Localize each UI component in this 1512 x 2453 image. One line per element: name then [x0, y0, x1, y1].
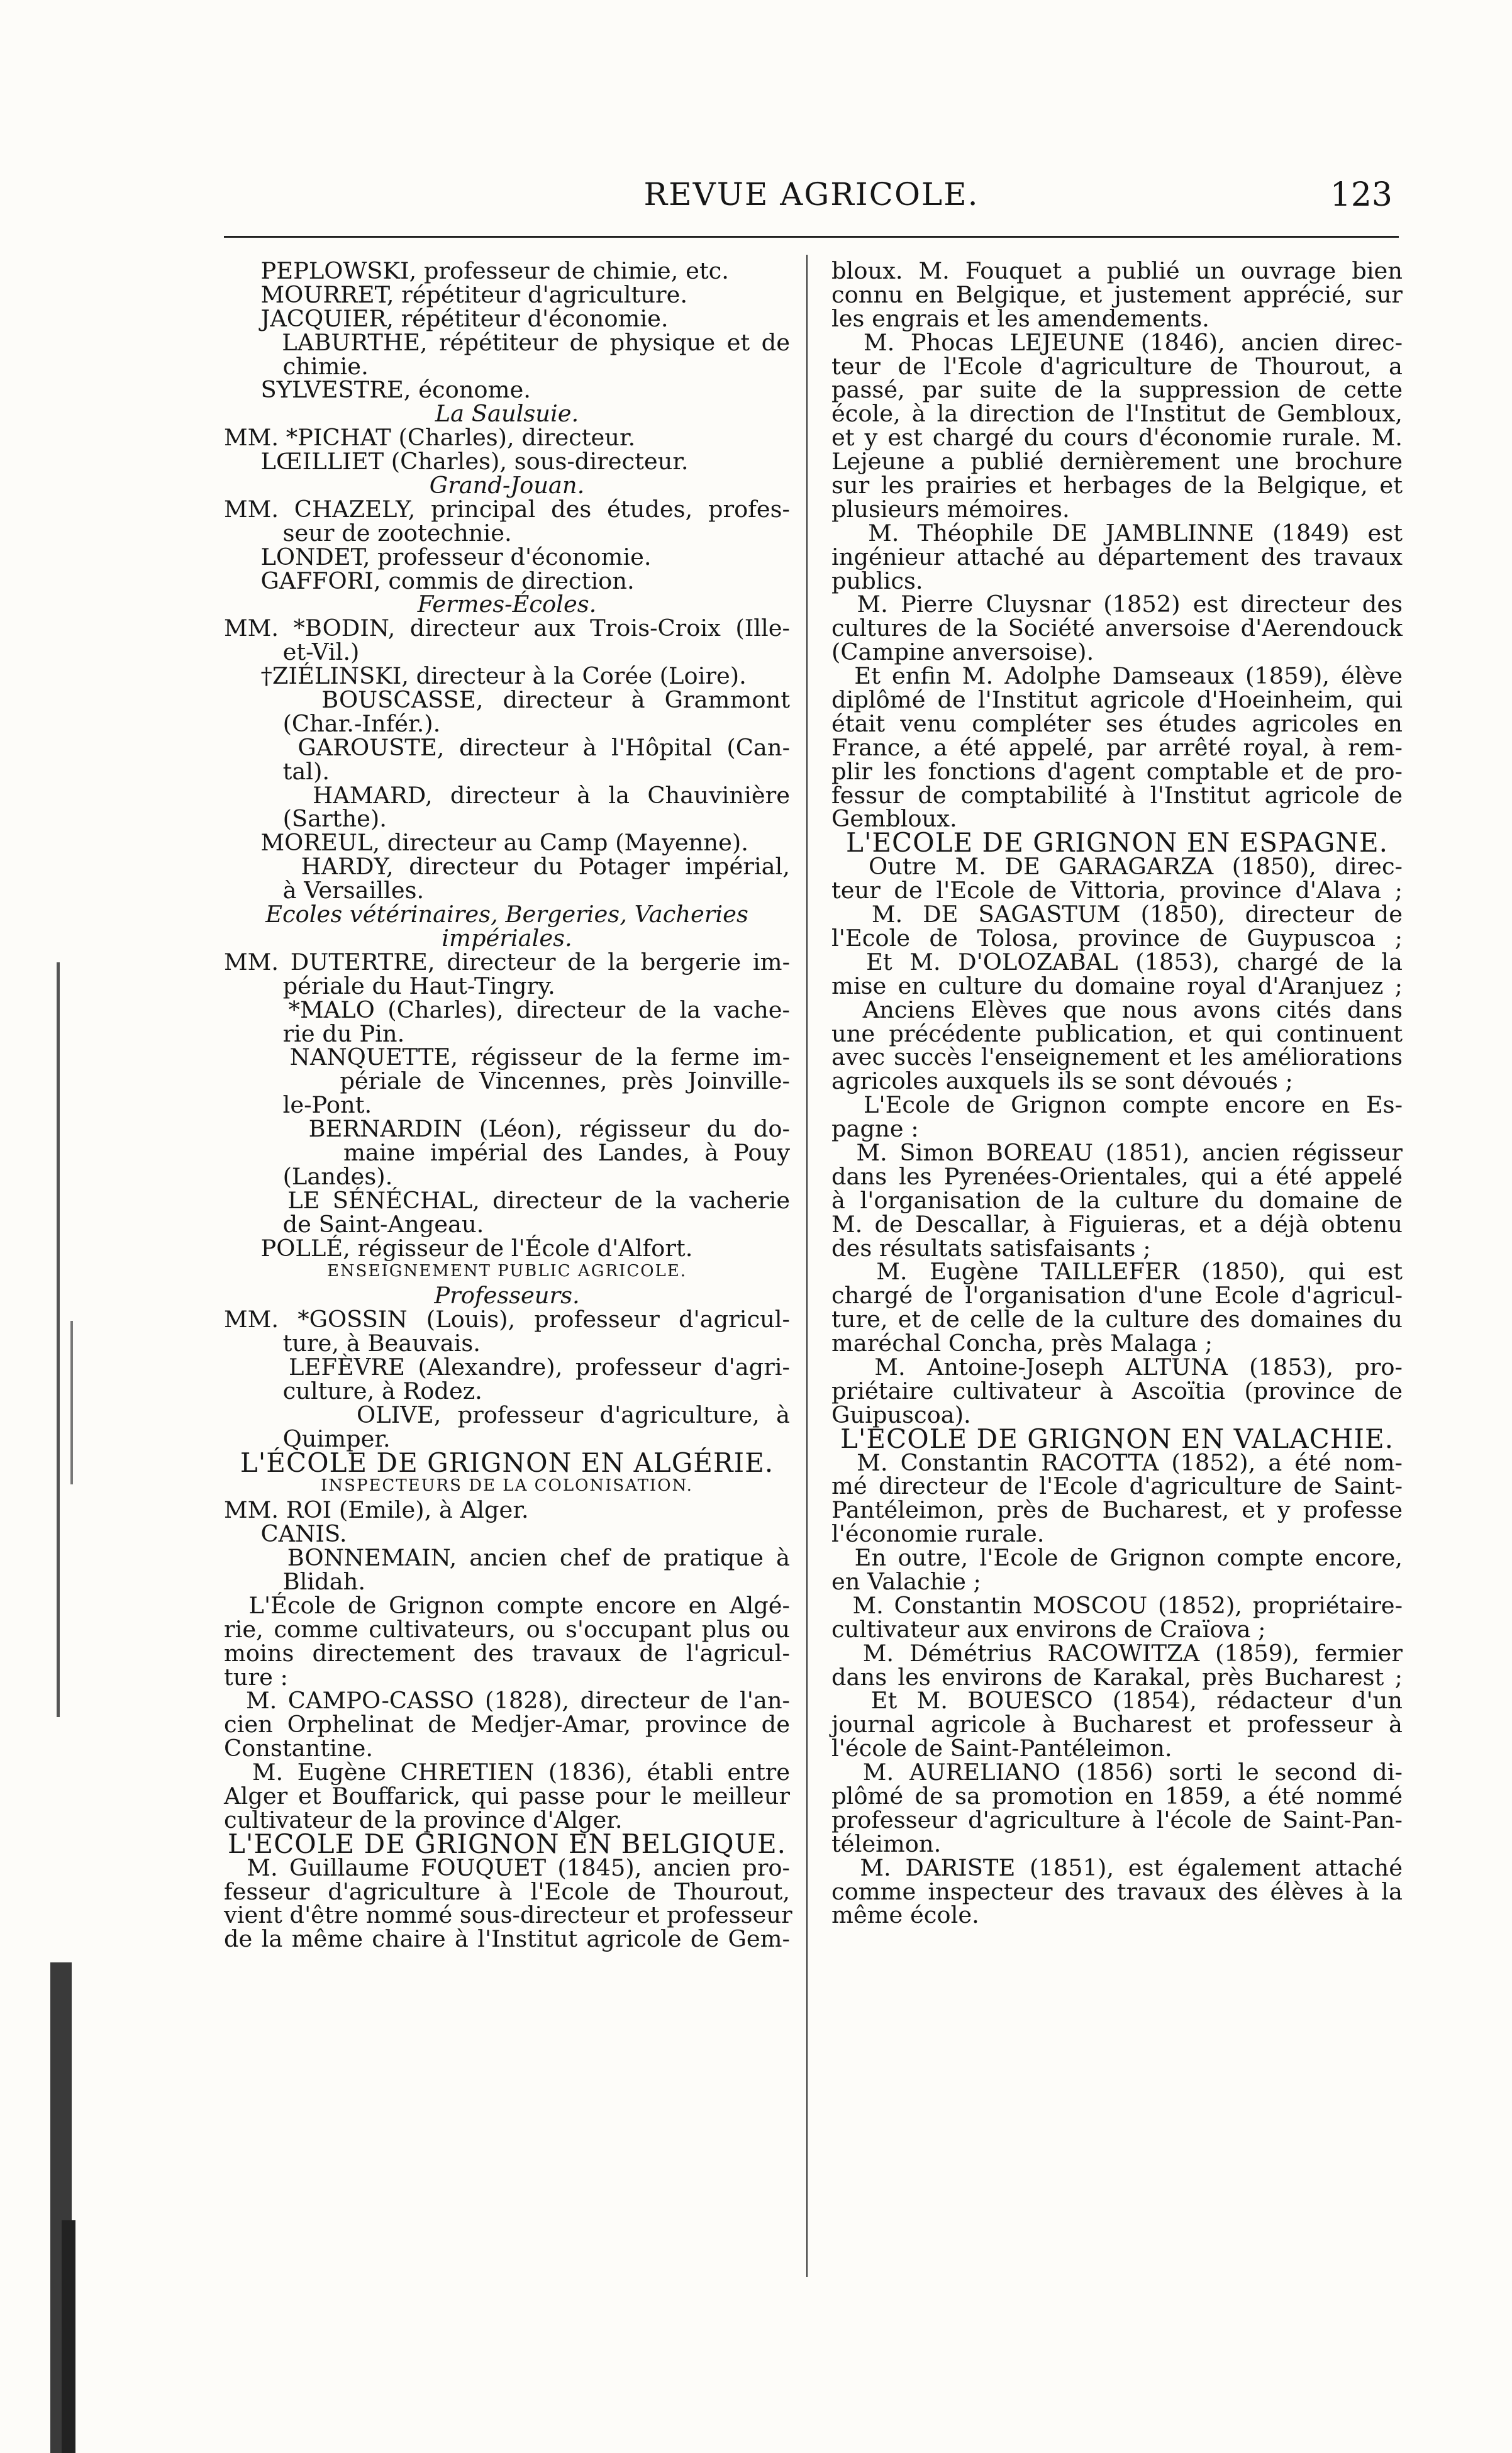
text-line: publics. [831, 567, 923, 594]
text-line: plir les fonctions d'agent comptable et de pro- [831, 757, 1403, 785]
text-line: MM. DUTERTRE, directeur de la bergerie im- [224, 948, 790, 976]
section-heading: L'ECOLE DE GRIGNON EN ESPAGNE. [845, 827, 1389, 859]
text-line: Et M. D'OLOZABAL (1853), chargé de la [831, 948, 1403, 976]
binding-edge [31, 157, 107, 2296]
page-number: 123 [1330, 176, 1392, 214]
text-line: M. Antoine-Joseph ALTUNA (1853), pro- [831, 1353, 1403, 1381]
text-line: M. DE SAGASTUM (1850), directeur de [831, 901, 1403, 928]
text-line: NANQUETTE, régisseur de la ferme im- [224, 1043, 790, 1071]
running-title: REVUE AGRICOLE. [643, 176, 979, 213]
text-line: L'Ecole de Grignon compte encore en Es- [831, 1091, 1403, 1119]
text-line: fesseur d'agriculture à l'Ecole de Thourout, [224, 1877, 790, 1905]
text-line: LONDET, professeur d'économie. [224, 543, 652, 570]
text-line: seur de zootechnie. [224, 519, 512, 547]
text-line: M. Eugène TAILLEFER (1850), qui est [831, 1258, 1403, 1286]
text-line: JACQUIER, répétiteur d'économie. [224, 304, 669, 332]
text-line: BOUSCASSE, directeur à Grammont [224, 686, 790, 714]
text-line: PEPLOWSKI, professeur de chimie, etc. [224, 257, 729, 284]
text-line: M. Démétrius RACOWITZA (1859), fermier [831, 1639, 1403, 1667]
text-line: Anciens Elèves que nous avons cités dans [831, 996, 1403, 1023]
text-line: Lejeune a publié dernièrement une brochure [831, 448, 1403, 476]
text-line: OLIVE, professeur d'agriculture, à [224, 1401, 790, 1428]
text-line: Outre M. DE GARAGARZA (1850), direc- [831, 853, 1403, 881]
text-line: HARDY, directeur du Potager impérial, [224, 853, 790, 881]
text-line: Et enfin M. Adolphe Damseaux (1859), élève [831, 662, 1403, 690]
text-line: †ZIÉLINSKI, directeur à la Corée (Loire). [224, 662, 747, 690]
text-line: L'École de Grignon compte encore en Algé- [224, 1591, 790, 1619]
text-line: LŒILLIET (Charles), sous-directeur. [224, 448, 689, 476]
column-divider [806, 255, 808, 2277]
text-line: professeur d'agriculture à l'école de Saint-Pan- [831, 1806, 1403, 1833]
text-line: HAMARD, directeur à la Chauvinière [224, 781, 790, 809]
text-line: M. Théophile DE JAMBLINNE (1849) est [831, 519, 1403, 547]
text-line: CANIS. [224, 1520, 347, 1548]
text-line: une précédente publication, et qui continuent [831, 1020, 1403, 1047]
text-line: M. Constantin RACOTTA (1852), a été nom- [831, 1449, 1403, 1476]
text-line: MM. ROI (Emile), à Alger. [224, 1496, 529, 1524]
text-line: (Char.-Infér.). [224, 709, 441, 737]
text-line: avec succès l'enseignement et les améliorations [831, 1043, 1403, 1071]
text-line: M. Pierre Cluysnar (1852) est directeur des [831, 591, 1403, 618]
text-line: en Valachie ; [831, 1567, 981, 1595]
text-line: MM. *PICHAT (Charles), directeur. [224, 424, 636, 452]
text-line: connu en Belgique, et justement apprécié, sur [831, 281, 1403, 308]
text-line: M. Eugène CHRETIEN (1836), établi entre [224, 1759, 790, 1786]
text-line: plômé de sa promotion en 1859, a été nommé [831, 1783, 1403, 1810]
text-line: Quimper. [224, 1425, 391, 1452]
text-line: culture, à Rodez. [224, 1377, 482, 1404]
italic-subheading: impériales. [442, 924, 572, 952]
text-line: de Saint-Angeau. [224, 1210, 484, 1238]
text-line: M. CAMPO-CASSO (1828), directeur de l'an- [224, 1687, 790, 1715]
text-line: périale de Vincennes, près Joinville- [224, 1067, 790, 1095]
text-line: à Versailles. [224, 877, 425, 904]
text-line: journal agricole à Bucharest et professeur à [831, 1711, 1403, 1738]
header-rule [224, 236, 1399, 238]
text-line: et y est chargé du cours d'économie rurale. M. [831, 424, 1403, 452]
left-column [224, 259, 790, 1951]
text-line: sur les prairies et herbages de la Belgique, et [831, 472, 1403, 499]
text-line: *MALO (Charles), directeur de la vache- [224, 996, 790, 1023]
text-line: moins directement des travaux de l'agricul- [224, 1639, 790, 1667]
text-line: MM. *BODIN, directeur aux Trois-Croix (Ille- [224, 615, 790, 642]
text-line: MOURRET, répétiteur d'agriculture. [224, 281, 688, 308]
text-line: (Sarthe). [224, 805, 387, 833]
text-line: périale du Haut-Tingry. [224, 972, 555, 999]
text-line: dans les Pyrenées-Orientales, qui a été appelé [831, 1162, 1403, 1190]
text-line: Constantine. [224, 1735, 374, 1762]
text-line: teur de l'Ecole d'agriculture de Thourout, a [831, 352, 1403, 380]
text-line: priétaire cultivateur à Ascoïtia (province de [831, 1377, 1403, 1404]
section-heading: L'ECOLE DE GRIGNON EN VALACHIE. [840, 1423, 1394, 1454]
text-line: En outre, l'Ecole de Grignon compte encore, [831, 1544, 1403, 1572]
text-line: agricoles auxquels ils se sont dévoués ; [831, 1067, 1293, 1095]
text-line: et-Vil.) [224, 638, 360, 666]
text-line: fessur de comptabilité à l'Institut agricole de [831, 781, 1403, 809]
text-line: M. de Descallar, à Figuieras, et a déjà obtenu [831, 1210, 1403, 1238]
text-line: des résultats satisfaisants ; [831, 1234, 1151, 1262]
text-line: M. DARISTE (1851), est également attaché [831, 1854, 1403, 1881]
text-line: chimie. [224, 352, 369, 380]
text-line: diplômé de l'Institut agricole d'Hoeinheim, qui [831, 686, 1403, 714]
section-heading: L'ECOLE DE GRIGNON EN BELGIQUE. [227, 1828, 786, 1859]
text-line: le-Pont. [224, 1091, 372, 1119]
text-line: ingénieur attaché au département des travaux [831, 543, 1403, 570]
text-line: M. AURELIANO (1856) sorti le second di- [831, 1759, 1403, 1786]
italic-subheading: Fermes-Écoles. [417, 591, 597, 618]
text-line: POLLÉ, régisseur de l'École d'Alfort. [224, 1234, 693, 1262]
text-line: BONNEMAIN, ancien chef de pratique à [224, 1544, 790, 1572]
text-line: cultivateur de la province d'Alger. [224, 1806, 623, 1833]
text-line: MM. CHAZELY, principal des études, profes- [224, 495, 790, 523]
text-line: M. Constantin MOSCOU (1852), propriétaire- [831, 1591, 1403, 1619]
text-line: rie du Pin. [224, 1020, 405, 1047]
text-line: mé directeur de l'Ecole d'agriculture de Saint- [831, 1472, 1403, 1500]
text-line: était venu compléter ses études agricoles en [831, 709, 1403, 737]
text-line: M. Phocas LEJEUNE (1846), ancien direc- [831, 328, 1403, 356]
text-line: école, à la direction de l'Institut de Gembloux, [831, 400, 1403, 428]
text-line: ture : [224, 1663, 288, 1691]
text-line: de la même chaire à l'Institut agricole de Gem- [224, 1925, 790, 1953]
text-line: même école. [831, 1901, 979, 1929]
text-line: LABURTHE, répétiteur de physique et de [224, 328, 790, 356]
text-line: (Landes). [224, 1162, 393, 1190]
subsection-heading: INSPECTEURS DE LA COLONISATION. [321, 1476, 693, 1496]
italic-subheading: La Saulsuie. [435, 400, 579, 428]
italic-subheading: Grand-Jouan. [429, 472, 585, 499]
text-line: tal). [224, 757, 330, 785]
text-line: cultivateur aux environs de Craïova ; [831, 1615, 1266, 1643]
text-line: GAROUSTE, directeur à l'Hôpital (Can- [224, 733, 790, 761]
text-line: l'Ecole de Tolosa, province de Guypuscoa ; [831, 924, 1403, 952]
section-heading: L'ÉCOLE DE GRIGNON EN ALGÉRIE. [240, 1447, 774, 1478]
subsection-heading: ENSEIGNEMENT PUBLIC AGRICOLE. [326, 1262, 687, 1281]
text-line: à l'organisation de la culture du domaine de [831, 1186, 1403, 1214]
text-line: LE SÉNÉCHAL, directeur de la vacherie [224, 1186, 790, 1214]
text-line: l'économie rurale. [831, 1520, 1045, 1548]
text-line: chargé de l'organisation d'une Ecole d'agricul- [831, 1282, 1403, 1310]
text-line: mise en culture du domaine royal d'Aranjuez ; [831, 972, 1403, 999]
text-line: l'école de Saint-Pantéleimon. [831, 1735, 1172, 1762]
text-line: M. Simon BOREAU (1851), ancien régisseur [831, 1138, 1403, 1166]
text-line: (Campine anversoise). [831, 638, 1094, 666]
text-line: comme inspecteur des travaux des élèves à la [831, 1877, 1403, 1905]
italic-subheading: Ecoles vétérinaires, Bergeries, Vacheries [265, 901, 748, 928]
text-line: cultures de la Société anversoise d'Aerendouck [831, 615, 1403, 642]
text-line: vient d'être nommé sous-directeur et professeur [224, 1901, 792, 1929]
text-line: ture, et de celle de la culture des domaines du [831, 1306, 1403, 1333]
text-line: maréchal Concha, près Malaga ; [831, 1330, 1213, 1357]
text-line: Pantéleimon, près de Bucharest, et y professe [831, 1496, 1403, 1524]
text-line: les engrais et les amendements. [831, 304, 1209, 332]
text-line: MM. *GOSSIN (Louis), professeur d'agricul- [224, 1306, 790, 1333]
text-line: passé, par suite de la suppression de cette [831, 376, 1403, 404]
text-line: bloux. M. Fouquet a publié un ouvrage bien [831, 257, 1403, 284]
text-line: M. Guillaume FOUQUET (1845), ancien pro- [224, 1854, 790, 1881]
text-line: cien Orphelinat de Medjer-Amar, province de [224, 1711, 790, 1738]
text-line: MOREUL, directeur au Camp (Mayenne). [224, 829, 748, 857]
text-line: France, a été appelé, par arrêté royal, à rem- [831, 733, 1403, 761]
text-line: teur de l'Ecole de Vittoria, province d'Alava ; [831, 877, 1403, 904]
text-line: GAFFORI, commis de direction. [224, 567, 635, 594]
text-line: ture, à Beauvais. [224, 1330, 481, 1357]
right-column [831, 259, 1403, 1927]
text-line: Alger et Bouffarick, qui passe pour le meilleur [224, 1783, 790, 1810]
text-line: téleimon. [831, 1830, 942, 1857]
text-line: plusieurs mémoires. [831, 495, 1070, 523]
text-line: LEFÈVRE (Alexandre), professeur d'agri- [224, 1353, 790, 1381]
italic-subheading: Professeurs. [434, 1282, 580, 1310]
text-line: maine impérial des Landes, à Pouy [224, 1138, 790, 1166]
text-line: rie, comme cultivateurs, ou s'occupant plus ou [224, 1615, 790, 1643]
text-line: BERNARDIN (Léon), régisseur du do- [224, 1115, 790, 1143]
text-line: Blidah. [224, 1567, 366, 1595]
text-line: Et M. BOUESCO (1854), rédacteur d'un [831, 1687, 1403, 1715]
text-line: SYLVESTRE, économe. [224, 376, 531, 404]
text-line: pagne : [831, 1115, 919, 1143]
text-line: Guipuscoa). [831, 1401, 971, 1428]
text-line: Gembloux. [831, 805, 957, 833]
text-line: dans les environs de Karakal, près Bucharest ; [831, 1663, 1403, 1691]
page-header [224, 170, 1399, 220]
